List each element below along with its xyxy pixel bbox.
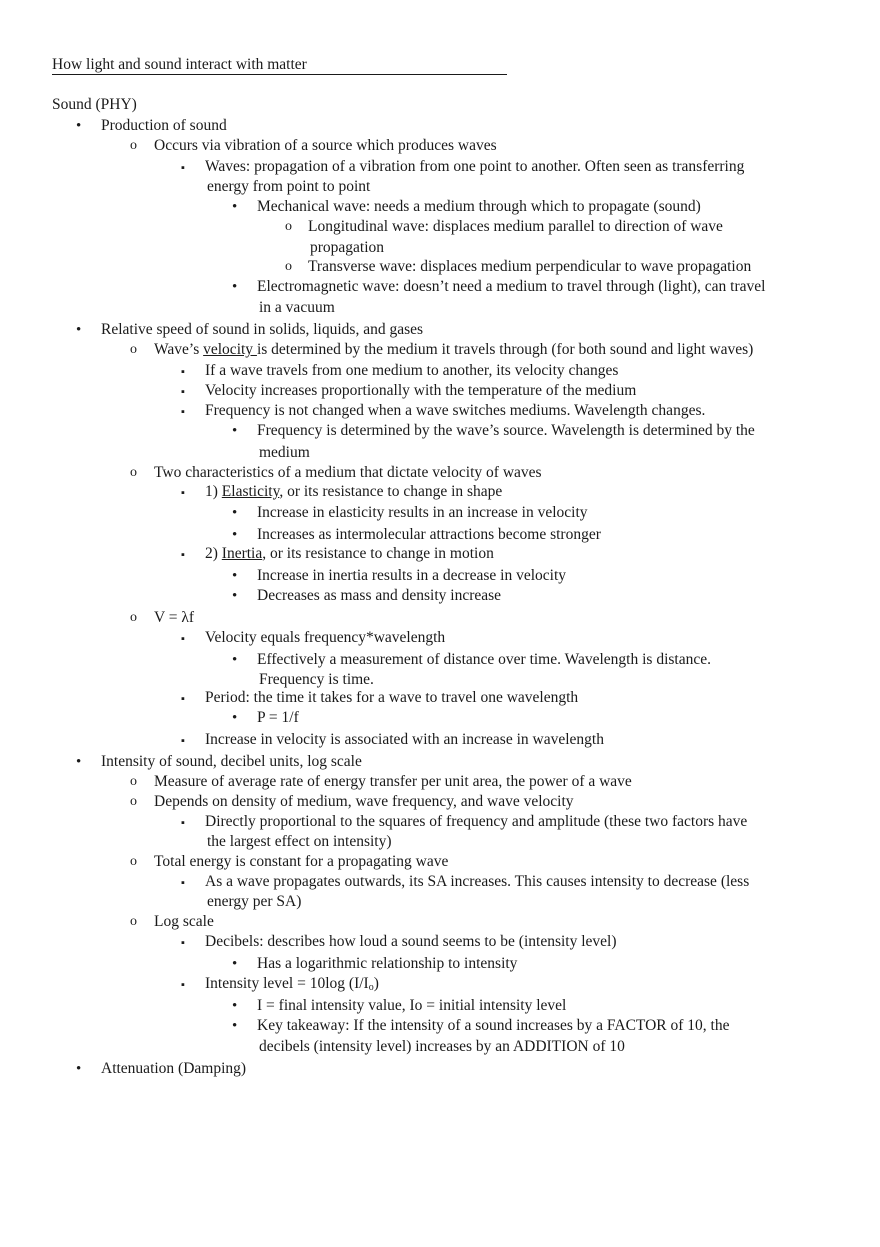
section-heading: Sound (PHY) <box>52 96 137 113</box>
bullet-marker: • <box>232 568 238 584</box>
bullet-marker: ▪ <box>181 549 185 561</box>
bullet-marker: o <box>130 138 137 153</box>
outline-text: Key takeaway: If the intensity of a sound increases by a FACTOR of 10, the <box>257 1017 730 1034</box>
bullet-marker: ▪ <box>181 937 185 949</box>
outline-text: Velocity increases proportionally with the temperature of the medium <box>205 382 637 399</box>
outline-text: Total energy is constant for a propagating wave <box>154 853 449 870</box>
text-segment: Wave’s <box>154 341 204 358</box>
outline-text: energy per SA) <box>207 893 302 910</box>
outline-text: Depends on density of medium, wave frequency, and wave velocity <box>154 793 574 810</box>
text-segment: 2) <box>205 545 222 562</box>
bullet-marker: • <box>76 322 82 338</box>
outline-text: Period: the time it takes for a wave to travel one wavelength <box>205 689 579 706</box>
bullet-marker: ▪ <box>181 735 185 747</box>
outline-text: Electromagnetic wave: doesn’t need a medium to travel through (light), can travel <box>257 278 766 295</box>
bullet-marker: ▪ <box>181 386 185 398</box>
outline-text <box>154 340 753 360</box>
underlined-term: velocity <box>203 341 257 358</box>
outline-text: Occurs via vibration of a source which produces waves <box>154 137 497 154</box>
outline-text: Log scale <box>154 913 214 930</box>
outline-text: Increase in velocity is associated with an increase in wavelength <box>205 731 604 748</box>
outline-text: Decibels: describes how loud a sound seems to be (intensity level) <box>205 933 617 950</box>
bullet-marker: ▪ <box>181 979 185 991</box>
bullet-marker: ▪ <box>181 877 185 889</box>
outline-text: Frequency is not changed when a wave switches mediums. Wavelength changes. <box>205 402 706 419</box>
bullet-marker: ▪ <box>181 366 185 378</box>
subscript: o <box>368 982 374 993</box>
bullet-marker: • <box>232 279 238 295</box>
outline-text: propagation <box>310 239 385 256</box>
outline-text: decibels (intensity level) increases by an ADDITION of 10 <box>259 1038 625 1055</box>
bullet-marker: • <box>232 998 238 1014</box>
text-segment: 1) <box>205 483 222 500</box>
outline-text: the largest effect on intensity) <box>207 833 392 850</box>
bullet-marker: ▪ <box>181 693 185 705</box>
outline-text: energy from point to point <box>207 178 371 195</box>
outline-text <box>205 544 494 564</box>
bullet-marker: • <box>232 1018 238 1034</box>
outline-text: Intensity of sound, decibel units, log scale <box>101 753 362 770</box>
text-segment: Intensity level = 10log (I/I <box>205 975 369 992</box>
bullet-marker: • <box>232 588 238 604</box>
outline-text: V = λf <box>154 609 195 626</box>
outline-text: If a wave travels from one medium to another, its velocity changes <box>205 362 619 379</box>
outline-text: Frequency is time. <box>259 671 374 688</box>
bullet-marker: o <box>130 914 137 929</box>
bullet-marker: ▪ <box>181 817 185 829</box>
outline-text: in a vacuum <box>259 299 335 316</box>
bullet-marker: ▪ <box>181 162 185 174</box>
underlined-term: Elasticity <box>221 483 280 500</box>
bullet-marker: ▪ <box>181 406 185 418</box>
page-title: How light and sound interact with matter <box>52 55 507 75</box>
outline-text: Decreases as mass and density increase <box>257 587 502 604</box>
outline-text: Measure of average rate of energy transfer per unit area, the power of a wave <box>154 773 632 790</box>
bullet-marker: ▪ <box>181 487 185 499</box>
bullet-marker: • <box>232 423 238 439</box>
bullet-marker: • <box>232 199 238 215</box>
outline-text <box>205 974 379 994</box>
text-segment: , or its resistance to change in motion <box>262 545 494 562</box>
outline-text: Increases as intermolecular attractions become stronger <box>257 526 601 543</box>
bullet-marker: o <box>130 465 137 480</box>
bullet-marker: o <box>130 342 137 357</box>
outline-text: I = final intensity value, Io = initial intensity level <box>257 997 567 1014</box>
bullet-marker: o <box>130 774 137 789</box>
outline-text: Increase in elasticity results in an increase in velocity <box>257 504 588 521</box>
outline-text: Velocity equals frequency*wavelength <box>205 629 446 646</box>
text-segment: ) <box>373 975 379 992</box>
bullet-marker: o <box>285 219 292 234</box>
bullet-marker: • <box>232 710 238 726</box>
outline-text: Longitudinal wave: displaces medium parallel to direction of wave <box>308 218 723 235</box>
outline-text: Effectively a measurement of distance over time. Wavelength is distance. <box>257 651 711 668</box>
outline-text: Relative speed of sound in solids, liquids, and gases <box>101 321 424 338</box>
text-segment: , or its resistance to change in shape <box>279 483 503 500</box>
bullet-marker: o <box>130 794 137 809</box>
bullet-marker: • <box>232 505 238 521</box>
outline-text: Attenuation (Damping) <box>101 1060 247 1077</box>
bullet-marker: o <box>130 610 137 625</box>
text-segment: is determined by the medium it travels through (for both sound and light waves) <box>256 341 754 358</box>
bullet-marker: • <box>76 118 82 134</box>
outline-text: Waves: propagation of a vibration from one point to another. Often seen as transferring <box>205 158 745 175</box>
bullet-marker: • <box>76 1061 82 1077</box>
bullet-marker: o <box>285 259 292 274</box>
underlined-term: Inertia <box>221 545 263 562</box>
bullet-marker: • <box>232 527 238 543</box>
outline-text: Has a logarithmic relationship to intensity <box>257 955 518 972</box>
outline-text: Directly proportional to the squares of frequency and amplitude (these two factors have <box>205 813 748 830</box>
outline-text: Two characteristics of a medium that dictate velocity of waves <box>154 464 542 481</box>
bullet-marker: • <box>232 652 238 668</box>
bullet-marker: • <box>232 956 238 972</box>
bullet-marker: o <box>130 854 137 869</box>
outline-text: Mechanical wave: needs a medium through which to propagate (sound) <box>257 198 701 215</box>
outline-text: medium <box>259 444 310 461</box>
outline-text: Production of sound <box>101 117 227 134</box>
outline-text: Transverse wave: displaces medium perpendicular to wave propagation <box>308 258 752 275</box>
outline-text: As a wave propagates outwards, its SA increases. This causes intensity to decrease (less <box>205 873 750 890</box>
outline-text: Frequency is determined by the wave’s source. Wavelength is determined by the <box>257 422 755 439</box>
outline-text: P = 1/f <box>257 709 299 726</box>
bullet-marker: ▪ <box>181 633 185 645</box>
outline-text: Increase in inertia results in a decrease in velocity <box>257 567 567 584</box>
outline-text <box>205 482 502 502</box>
bullet-marker: • <box>76 754 82 770</box>
